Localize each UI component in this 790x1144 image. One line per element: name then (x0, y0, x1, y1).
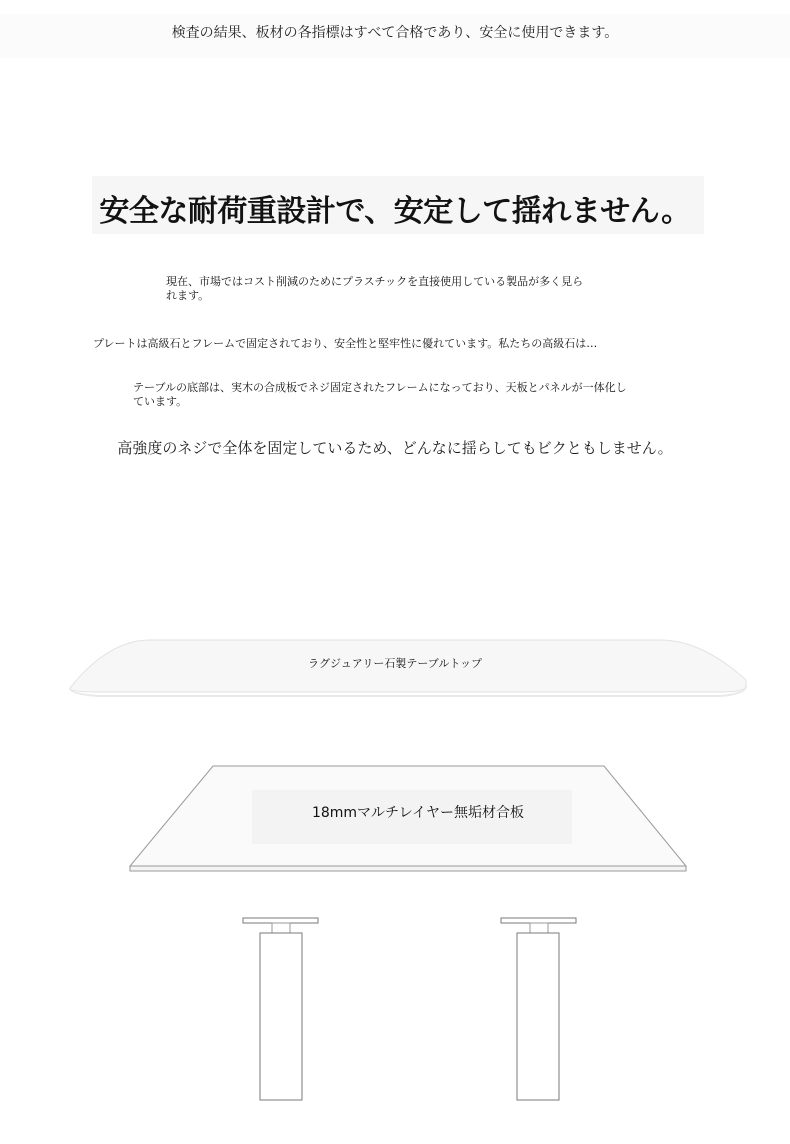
inspection-note: 検査の結果、板材の各指標はすべて合格であり、安全に使用できます。 (171, 25, 619, 41)
paragraph-frame: テーブルの底部は、実木の合成板でネジ固定されたフレームになっており、天板とパネルが一体化しています。 (133, 381, 627, 408)
paragraph-screws: 高強度のネジで全体を固定しているため、どんなに揺らしてもビクともしません。 (117, 439, 673, 457)
exploded-table-diagram (0, 600, 790, 1144)
table-leg-left (243, 918, 318, 1100)
stone-tabletop-label: ラグジュアリー石製テーブルトップ (307, 657, 483, 670)
plywood-board-label: 18mmマルチレイヤー無垢材合板 (311, 805, 525, 821)
paragraph-plate: プレートは高級石とフレームで固定されており、安全性と堅牢性に優れています。私たちの高級石は… (93, 337, 598, 350)
page-headline: 安全な耐荷重設計で、安定して揺れません。 (99, 194, 691, 229)
paragraph-market: 現在、市場ではコスト削減のためにプラスチックを直接使用している製品が多く見られます。 (166, 275, 584, 302)
table-leg-right (501, 918, 576, 1100)
